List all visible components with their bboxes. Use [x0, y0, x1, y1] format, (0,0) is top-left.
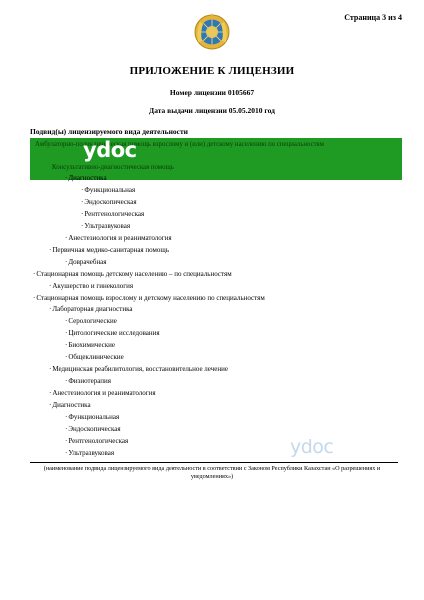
document-title: ПРИЛОЖЕНИЕ К ЛИЦЕНЗИИ — [129, 65, 295, 77]
list-item: · Физиотерапия — [65, 377, 111, 385]
list-item: · Первичная медико-санитарная помощь — [49, 246, 169, 254]
banner-line-1: Амбулаторно-поликлиническая помощь взрослому и (или) детскому населению по специальностям — [35, 141, 324, 148]
list-item: · Биохимические — [65, 341, 115, 349]
section-title: Подвид(ы) лицензируемого вида деятельности — [30, 127, 188, 136]
list-item: · Цитологические исследования — [65, 329, 160, 337]
list-item: · Медицинская реабилитология, восстановительное лечение — [49, 365, 228, 373]
list-item: · Стационарная помощь детскому населению – по специальностям — [33, 270, 232, 278]
license-number: Номер лицензии 0105667 — [169, 88, 255, 97]
list-item: · Рентгенологическая — [81, 210, 144, 218]
list-item: · Эндоскопическая — [81, 198, 137, 206]
list-item: · Функциональная — [81, 186, 135, 194]
footnote: (наименование подвида лицензируемого вида деятельности в соответствии с Законом Республики Казахстан «О разрешениях и уведомлениях») — [43, 465, 381, 480]
list-item: · Анестезиология и реаниматология — [65, 234, 172, 242]
list-item: · Акушерство и гинекология — [49, 282, 133, 290]
list-item: · Доврачебная — [65, 258, 107, 266]
list-item: · Общеклинические — [65, 353, 124, 361]
list-item: · Функциональная — [65, 413, 119, 421]
list-item: · Рентгенологическая — [65, 437, 128, 445]
list-item: · Серологические — [65, 317, 117, 325]
list-item: · Анестезиология и реаниматология — [49, 389, 156, 397]
list-item: · Ультразвуковая — [65, 449, 114, 457]
page-number: Страница 3 из 4 — [344, 13, 402, 22]
bottom-watermark: ydoc — [290, 436, 334, 458]
banner-watermark: ydoc — [83, 138, 137, 162]
banner-line-2: Консультативно-диагностическая помощь — [52, 164, 174, 171]
list-item: · Диагностика — [65, 174, 107, 182]
list-item: · Диагностика — [49, 401, 91, 409]
kazakhstan-emblem-icon — [193, 12, 231, 52]
list-item: · Эндоскопическая — [65, 425, 121, 433]
list-item: · Ультразвуковая — [81, 222, 130, 230]
list-item: · Лабораторная диагностика — [49, 305, 133, 313]
list-item: · Стационарная помощь взрослому и детскому населению по специальностям — [33, 294, 265, 302]
issue-date: Дата выдачи лицензии 05.05.2010 год — [149, 106, 275, 115]
footnote-rule — [30, 462, 398, 463]
